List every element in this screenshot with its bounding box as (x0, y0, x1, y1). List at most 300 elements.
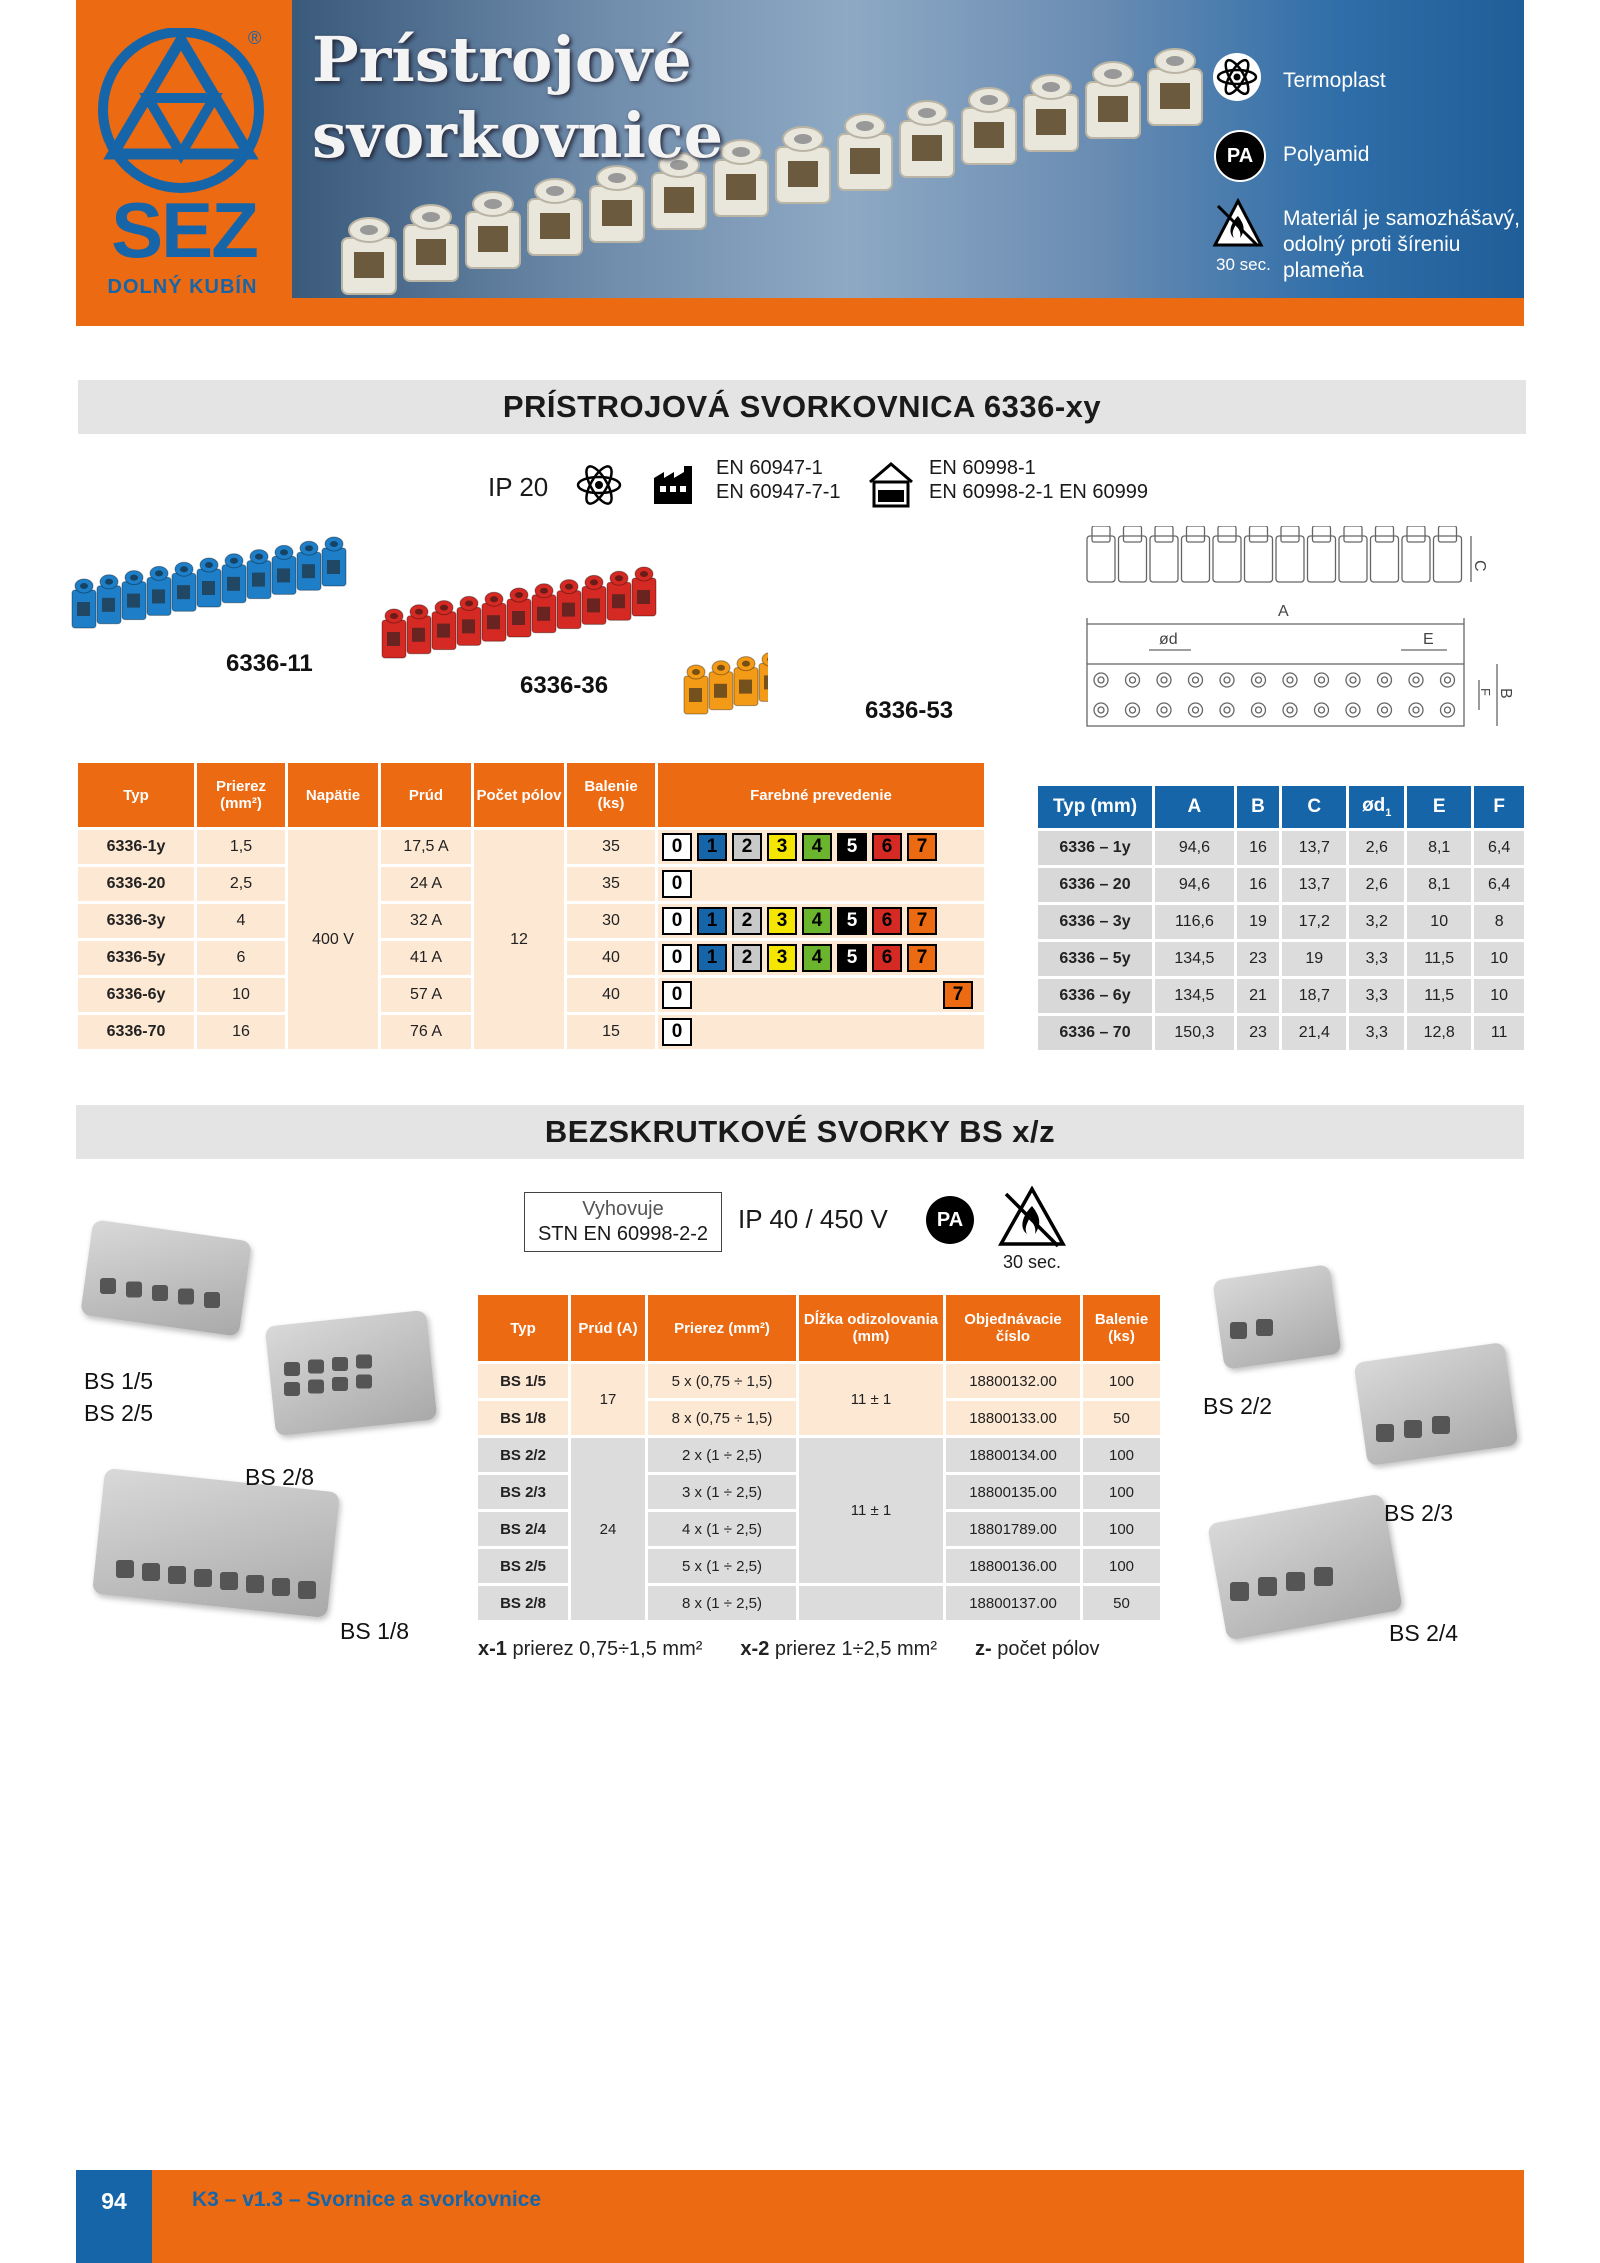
strip-screw (180, 566, 188, 572)
strip-screw (205, 562, 213, 568)
cell-prud: 76 A (381, 1015, 471, 1049)
drawing-hole-lower (1189, 703, 1203, 717)
strip-hole (637, 590, 650, 604)
cell-prierez: 5 x (0,75 ÷ 1,5) (648, 1364, 796, 1398)
color-swatch-0: 0 (662, 870, 692, 898)
bs-hole (1432, 1416, 1450, 1434)
drawing-top-segment (1434, 536, 1462, 582)
banner-terminal-screw (484, 199, 502, 209)
banner-terminal-screw (546, 186, 564, 196)
col-typ-mm: Typ (mm) (1038, 786, 1152, 828)
label-bs-2-4: BS 2/4 (1389, 1620, 1459, 1646)
legend-text: počet pólov (991, 1638, 1100, 1660)
drawing-hole-upper-core (1193, 677, 1199, 683)
drawing-hole-upper (1378, 673, 1392, 687)
col-pocet-polov: Počet pólov (474, 763, 564, 827)
color-swatch-4: 4 (802, 944, 832, 972)
drawing-hole-upper-core (1098, 677, 1104, 683)
cell-objednavacie-cislo: 18800135.00 (946, 1475, 1080, 1509)
cell-dim-5: 8,1 (1407, 868, 1471, 902)
drawing-hole-lower-core (1256, 707, 1262, 713)
col-c: C (1282, 786, 1346, 828)
cell-prierez: 6 (197, 941, 285, 975)
flame-icon (998, 1186, 1066, 1248)
flame-label-line2: odolný proti šíreniu plameňa (1283, 233, 1461, 282)
dim-label-a: A (1278, 603, 1289, 620)
cell-dim-2: 19 (1237, 905, 1279, 939)
bs-hole (308, 1360, 324, 1374)
strip-screw (540, 588, 548, 594)
drawing-hole-lower (1126, 703, 1140, 717)
col-prud-a: Prúd (A) (571, 1295, 645, 1361)
cell-dim-6: 8 (1474, 905, 1524, 939)
bs-hole (220, 1572, 238, 1590)
cell-prierez: 10 (197, 978, 285, 1012)
ip-rating: IP 20 (488, 472, 549, 502)
cell-typ: 6336 – 20 (1038, 868, 1152, 902)
banner-terminal-screw (1042, 82, 1060, 92)
bs-hole (116, 1560, 134, 1578)
bs-hole (178, 1289, 194, 1305)
dim-label-e: E (1423, 631, 1434, 648)
color-swatch-5: 5 (837, 907, 867, 935)
strip-screw (640, 571, 648, 577)
cell-pocet-polov: 12 (474, 830, 564, 1049)
strip-screw (130, 575, 138, 581)
drawing-top-screw (1187, 526, 1205, 542)
dim-label-b: B (1497, 688, 1514, 699)
drawing-hole-upper-core (1445, 677, 1451, 683)
drawing-top-segment (1402, 536, 1430, 582)
label-bs-1-8: BS 1/8 (340, 1618, 410, 1644)
drawing-hole-lower-core (1350, 707, 1356, 713)
color-swatch-7: 7 (943, 981, 973, 1009)
table-row (1038, 1016, 1524, 1050)
cell-prud: 24 A (381, 867, 471, 901)
cell-dim-1: 94,6 (1155, 868, 1234, 902)
banner-terminal-screw (856, 121, 874, 131)
product-6336-53-image (684, 623, 768, 714)
bs-holes-right (1200, 1260, 1530, 1640)
drawing-hole-lower-core (1224, 707, 1230, 713)
drawing-hole-lower (1315, 703, 1329, 717)
table-row (1038, 979, 1524, 1013)
flame-duration: 30 sec. (1216, 255, 1271, 274)
drawing-top-screw (1250, 526, 1268, 542)
banner-terminal-screw (360, 225, 378, 235)
bs-hole (284, 1382, 300, 1396)
drawing-hole-upper-core (1256, 677, 1262, 683)
col-od-label: ød (1362, 795, 1386, 817)
strip-hole (714, 684, 727, 698)
table-row (78, 830, 984, 864)
cell-balenie: 15 (567, 1015, 655, 1049)
cell-dlzka: 11 ± 1 (799, 1438, 943, 1583)
cell-balenie: 50 (1083, 1586, 1160, 1620)
drawing-hole-lower-core (1098, 707, 1104, 713)
strip-screw (717, 665, 725, 671)
cell-farebne-prevedenie (658, 867, 984, 901)
strip-screw (615, 575, 623, 581)
col-a: A (1155, 786, 1234, 828)
banner-terminal-hole (416, 239, 446, 265)
drawing-top-segment (1245, 536, 1273, 582)
cell-farebne-prevedenie (658, 830, 984, 864)
cell-typ: 6336-5y (78, 941, 194, 975)
cell-dim-4: 2,6 (1349, 831, 1404, 865)
col-prierez: Prierez (mm²) (648, 1295, 796, 1361)
strip-screw (490, 596, 498, 602)
banner-terminal-screw (422, 212, 440, 222)
feature-flame-retardant (1283, 206, 1524, 284)
drawing-hole-upper-core (1130, 677, 1136, 683)
drawing-hole-lower-core (1130, 707, 1136, 713)
strip-hole (252, 573, 265, 587)
strip-hole (764, 675, 768, 689)
drawing-top-screw (1313, 526, 1331, 542)
cell-prud: 32 A (381, 904, 471, 938)
strip-hole (512, 611, 525, 625)
strip-hole (587, 598, 600, 612)
strip-hole (487, 615, 500, 629)
cell-prud: 41 A (381, 941, 471, 975)
strip-hole (537, 607, 550, 621)
cell-napatie: 400 V (288, 830, 378, 1049)
cell-dim-3: 21,4 (1282, 1016, 1346, 1050)
drawing-hole-upper (1157, 673, 1171, 687)
drawing-top-segment (1339, 536, 1367, 582)
strip-hole (327, 560, 340, 574)
cell-dim-6: 10 (1474, 942, 1524, 976)
color-swatch-4: 4 (802, 833, 832, 861)
cell-objednavacie-cislo: 18800133.00 (946, 1401, 1080, 1435)
strip-hole (437, 624, 450, 638)
banner-title-line2: svorkovnice (312, 99, 724, 172)
table-row (1038, 831, 1524, 865)
color-swatch-2: 2 (732, 907, 762, 935)
bs-hole (1230, 1582, 1249, 1601)
drawing-top-screw (1155, 526, 1173, 542)
drawing-hole-lower (1220, 703, 1234, 717)
bs-hole (126, 1282, 142, 1298)
product-label-6336-36: 6336-36 (520, 672, 609, 699)
banner-terminal-screw (1166, 56, 1184, 66)
product-6336-36-image (382, 567, 656, 658)
bs-hole (1258, 1577, 1277, 1596)
drawing-top-segment (1371, 536, 1399, 582)
flame-duration-bs: 30 sec. (1003, 1252, 1062, 1272)
table-row (1038, 905, 1524, 939)
drawing-hole-lower-core (1413, 707, 1419, 713)
dimension-drawing (1083, 526, 1523, 736)
drawing-top-segment (1182, 536, 1210, 582)
drawing-hole-upper-core (1287, 677, 1293, 683)
strip-hole (689, 688, 702, 702)
strip-screw (465, 600, 473, 606)
drawing-top-screw (1124, 526, 1142, 542)
color-swatch-0: 0 (662, 907, 692, 935)
strip-screw (515, 592, 523, 598)
cell-typ: 6336-70 (78, 1015, 194, 1049)
label-bs-2-5: BS 2/5 (84, 1400, 154, 1426)
drawing-hole-lower-core (1382, 707, 1388, 713)
strip-hole (387, 632, 400, 646)
feature-termoplast: Termoplast (1283, 69, 1386, 92)
table-6336-dimensions (1035, 783, 1527, 1053)
cell-prud: 17,5 A (381, 830, 471, 864)
col-balenie: Balenie (ks) (1083, 1295, 1160, 1361)
cell-dim-3: 13,7 (1282, 868, 1346, 902)
drawing-top-screw (1439, 526, 1457, 542)
label-bs-2-2: BS 2/2 (1203, 1393, 1273, 1419)
label-bs-2-8: BS 2/8 (245, 1464, 315, 1490)
cell-balenie: 50 (1083, 1401, 1160, 1435)
drawing-hole-upper-core (1224, 677, 1230, 683)
col-farebne-prevedenie: Farebné prevedenie (658, 763, 984, 827)
cell-dim-4: 3,3 (1349, 942, 1404, 976)
section-title-6336: PRÍSTROJOVÁ SVORKOVNICA 6336-xy (78, 380, 1526, 434)
cell-typ: BS 2/2 (478, 1438, 568, 1472)
banner-title-line1: Prístrojové (312, 23, 692, 96)
strip-screw (692, 669, 700, 675)
cell-balenie: 35 (567, 830, 655, 864)
cell-objednavacie-cislo: 18801789.00 (946, 1512, 1080, 1546)
bs-hole (152, 1285, 168, 1301)
cell-typ: 6336 – 1y (1038, 831, 1152, 865)
drawing-top-screw (1092, 526, 1110, 542)
drawing-top-segment (1087, 536, 1115, 582)
cell-objednavacie-cislo: 18800137.00 (946, 1586, 1080, 1620)
cell-prierez: 4 x (1 ÷ 2,5) (648, 1512, 796, 1546)
bs-hole (298, 1581, 316, 1599)
cell-typ: 6336 – 3y (1038, 905, 1152, 939)
ip-rating-bs: IP 40 / 450 V (738, 1204, 888, 1234)
bs-holes (86, 1230, 446, 1630)
drawing-hole-upper (1220, 673, 1234, 687)
drawing-hole-upper (1315, 673, 1329, 687)
cell-prierez: 4 (197, 904, 285, 938)
section-title-bs: BEZSKRUTKOVÉ SVORKY BS x/z (76, 1105, 1524, 1159)
cell-farebne-prevedenie (658, 941, 984, 975)
cell-dim-4: 3,3 (1349, 1016, 1404, 1050)
legend-item (975, 1638, 1100, 1661)
drawing-hole-upper (1283, 673, 1297, 687)
cell-dim-6: 11 (1474, 1016, 1524, 1050)
bs-hole (1376, 1424, 1394, 1442)
cell-balenie: 100 (1083, 1549, 1160, 1583)
strip-hole (612, 594, 625, 608)
col-typ: Typ (78, 763, 194, 827)
cell-typ: 6336 – 70 (1038, 1016, 1152, 1050)
logo-subtitle: DOLNÝ KUBÍN (107, 276, 258, 298)
certification-box (524, 1192, 722, 1252)
banner-terminal-hole (664, 187, 694, 213)
banner-image (292, 0, 1524, 298)
banner-terminal-hole (478, 226, 508, 252)
drawing-hole-lower (1157, 703, 1171, 717)
drawing-top-screw (1344, 526, 1362, 542)
banner-terminal-screw (794, 134, 812, 144)
flame-label-line1: Materiál je samozhášavý, (1283, 207, 1520, 230)
header-banner (76, 0, 1524, 326)
cell-typ: BS 1/8 (478, 1401, 568, 1435)
col-f: F (1474, 786, 1524, 828)
drawing-hole-lower (1252, 703, 1266, 717)
bs-hole (246, 1575, 264, 1593)
cell-dim-2: 16 (1237, 868, 1279, 902)
banner-title (312, 22, 723, 174)
cell-dim-2: 23 (1237, 942, 1279, 976)
col-napatie: Napätie (288, 763, 378, 827)
drawing-hole-upper (1409, 673, 1423, 687)
logo-triangle-icon (96, 28, 266, 193)
page-number: 94 (76, 2170, 152, 2263)
cell-farebne-prevedenie (658, 978, 984, 1012)
banner-terminal-hole (354, 252, 384, 278)
legend-text: prierez 0,75÷1,5 mm² (506, 1638, 703, 1660)
cell-objednavacie-cislo: 18800132.00 (946, 1364, 1080, 1398)
drawing-hole-lower-core (1319, 707, 1325, 713)
drawing-hole-lower (1283, 703, 1297, 717)
strip-screw (305, 545, 313, 551)
strip-screw (155, 570, 163, 576)
drawing-hole-upper-core (1382, 677, 1388, 683)
strip-screw (230, 558, 238, 564)
drawing-hole-lower-core (1445, 707, 1451, 713)
cell-typ: 6336-20 (78, 867, 194, 901)
strip-screw (742, 661, 750, 667)
cell-dim-6: 6,4 (1474, 868, 1524, 902)
dim-label-c: C (1471, 560, 1488, 572)
cell-objednavacie-cislo: 18800136.00 (946, 1549, 1080, 1583)
strip-screw (590, 579, 598, 585)
cell-typ: BS 2/8 (478, 1586, 568, 1620)
color-swatch-0: 0 (662, 981, 692, 1009)
cell-dim-6: 6,4 (1474, 831, 1524, 865)
cell-balenie: 100 (1083, 1438, 1160, 1472)
drawing-top-screw (1407, 526, 1425, 542)
drawing-top-segment (1213, 536, 1241, 582)
strip-hole (127, 594, 140, 608)
cell-dim-2: 16 (1237, 831, 1279, 865)
color-swatch-2: 2 (732, 944, 762, 972)
cell-balenie: 40 (567, 978, 655, 1012)
drawing-top-screw (1376, 526, 1394, 542)
drawing-hole-lower (1094, 703, 1108, 717)
cell-typ: 6336 – 5y (1038, 942, 1152, 976)
color-swatch-1: 1 (697, 944, 727, 972)
cell-dim-5: 8,1 (1407, 831, 1471, 865)
color-swatch-0: 0 (662, 944, 692, 972)
cell-dim-1: 134,5 (1155, 979, 1234, 1013)
cell-typ: BS 1/5 (478, 1364, 568, 1398)
strip-screw (80, 583, 88, 589)
drawing-hole-lower (1409, 703, 1423, 717)
cell-prierez: 8 x (0,75 ÷ 1,5) (648, 1401, 796, 1435)
strip-hole (739, 680, 752, 694)
dim-label-f: F (1478, 688, 1493, 696)
cert-line1: Vyhovuje (582, 1198, 664, 1220)
color-swatch-5: 5 (837, 944, 867, 972)
cell-typ: 6336-6y (78, 978, 194, 1012)
cell-dim-2: 23 (1237, 1016, 1279, 1050)
logo-text: SEZ (111, 186, 257, 274)
cell-dim-4: 3,3 (1349, 979, 1404, 1013)
color-swatch-1: 1 (697, 833, 727, 861)
table-6336-specs (75, 760, 987, 1052)
bs-hole (284, 1362, 300, 1376)
strip-hole (77, 602, 90, 616)
bs-hole (100, 1278, 116, 1294)
bs-hole (204, 1292, 220, 1308)
drawing-hole-upper (1252, 673, 1266, 687)
cell-balenie: 100 (1083, 1364, 1160, 1398)
drawing-hole-lower (1441, 703, 1455, 717)
table-row (478, 1438, 1160, 1472)
cell-balenie: 35 (567, 867, 655, 901)
cell-dim-1: 94,6 (1155, 831, 1234, 865)
drawing-top-segment (1276, 536, 1304, 582)
cell-dlzka: 11 ± 1 (799, 1364, 943, 1435)
strip-hole (412, 628, 425, 642)
drawing-hole-lower-core (1161, 707, 1167, 713)
drawing-hole-upper (1094, 673, 1108, 687)
drawing-hole-upper (1189, 673, 1203, 687)
table-legend (478, 1638, 1100, 1661)
footer-section-title: K3 – v1.3 – Svornice a svorkovnice (192, 2188, 542, 2211)
drawing-top-screw (1281, 526, 1299, 542)
drawing-top-segment (1119, 536, 1147, 582)
banner-terminal-hole (1160, 83, 1190, 109)
col-od-sub: 1 (1385, 806, 1392, 819)
pa-icon: PA (926, 1196, 974, 1244)
banner-terminal-hole (1036, 109, 1066, 135)
label-bs-2-3: BS 2/3 (1384, 1500, 1454, 1526)
banner-terminal-hole (602, 200, 632, 226)
table-row (478, 1364, 1160, 1398)
cell-dim-5: 11,5 (1407, 979, 1471, 1013)
col-typ: Typ (478, 1295, 568, 1361)
product-label-6336-53: 6336-53 (865, 697, 954, 724)
product-label-6336-11: 6336-11 (226, 650, 313, 677)
color-swatch-3: 3 (767, 833, 797, 861)
banner-terminal-screw (608, 173, 626, 183)
cell-dim-1: 150,3 (1155, 1016, 1234, 1050)
col-e: E (1407, 786, 1471, 828)
banner-terminal-hole (850, 148, 880, 174)
flame-icon (1212, 198, 1264, 250)
col-prud: Prúd (381, 763, 471, 827)
table-bs-specs (475, 1292, 1163, 1623)
registered-mark: ® (248, 28, 262, 48)
strip-hole (462, 619, 475, 633)
household-icon (866, 460, 916, 508)
product-photos (68, 496, 768, 736)
banner-terminal-screw (980, 95, 998, 105)
cell-typ: 6336 – 6y (1038, 979, 1152, 1013)
cell-typ: BS 2/3 (478, 1475, 568, 1509)
strip-hole (302, 564, 315, 578)
standard-en60947-1: EN 60947-1 (716, 457, 823, 479)
drawing-hole-lower-core (1193, 707, 1199, 713)
bs-hole (272, 1578, 290, 1596)
drawing-bottom-outline (1087, 664, 1464, 726)
cell-prud: 24 (571, 1438, 645, 1620)
cell-dim-3: 17,2 (1282, 905, 1346, 939)
bs-hole (142, 1563, 160, 1581)
strip-screw (280, 549, 288, 555)
col-b: B (1237, 786, 1279, 828)
